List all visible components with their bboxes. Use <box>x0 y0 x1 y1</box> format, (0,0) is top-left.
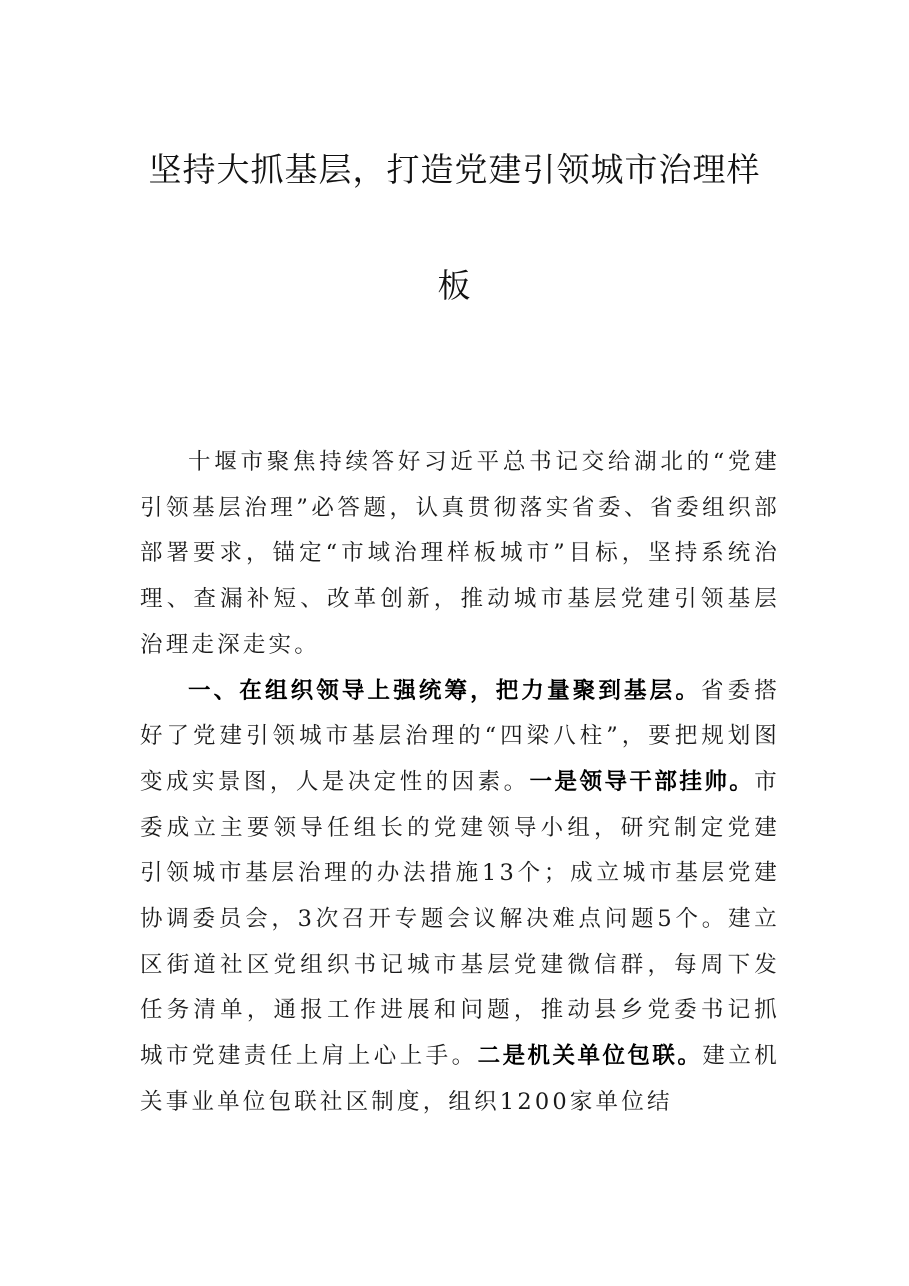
section-heading: 一、在组织领导上强统筹，把力量聚到基层。 <box>188 677 701 704</box>
paragraph-section-1 <box>140 669 780 1126</box>
paragraph-text: 十堰市聚焦持续答好习近平总书记交给湖北的“党建引领基层治理”必答题，认真贯彻落实省委、省委组织部部署要求，锚定“市域治理样板城市”目标，坚持系统治理、查漏补短、改革创新，推动城市基层党建引领基层治理走深走实。 <box>140 449 780 658</box>
paragraph-intro <box>140 440 780 669</box>
document-title-line-1: 坚持大抓基层，打造党建引领城市治理样 <box>148 150 761 189</box>
document-title-line-2: 板 <box>437 266 472 305</box>
document-body <box>140 440 780 1126</box>
paragraph-text: 市委成立主要领导任组长的党建领导小组，研究制定党建引领城市基层治理的办法措施13个；成立城市基层党建协调委员会，3次召开专题会议解决难点问题5个。建立区街道社区党组织书记城市基层党建微信群，每周下发任务清单，通报工作进展和问题，推动县乡党委书记抓城市党建责任上肩上心上手。 <box>140 768 780 1070</box>
paragraph-text: 建立机关事业单位包联社区制度，组织1200家单位结 <box>140 1043 780 1115</box>
point-heading-1: 一是领导干部挂帅。 <box>529 768 755 795</box>
paragraph-text: 省委搭好了党建引领城市基层治理的“四梁八柱”，要把规划图变成实景图，人是决定性的因素。 <box>140 677 780 795</box>
point-heading-2: 二是机关单位包联。 <box>477 1043 703 1070</box>
